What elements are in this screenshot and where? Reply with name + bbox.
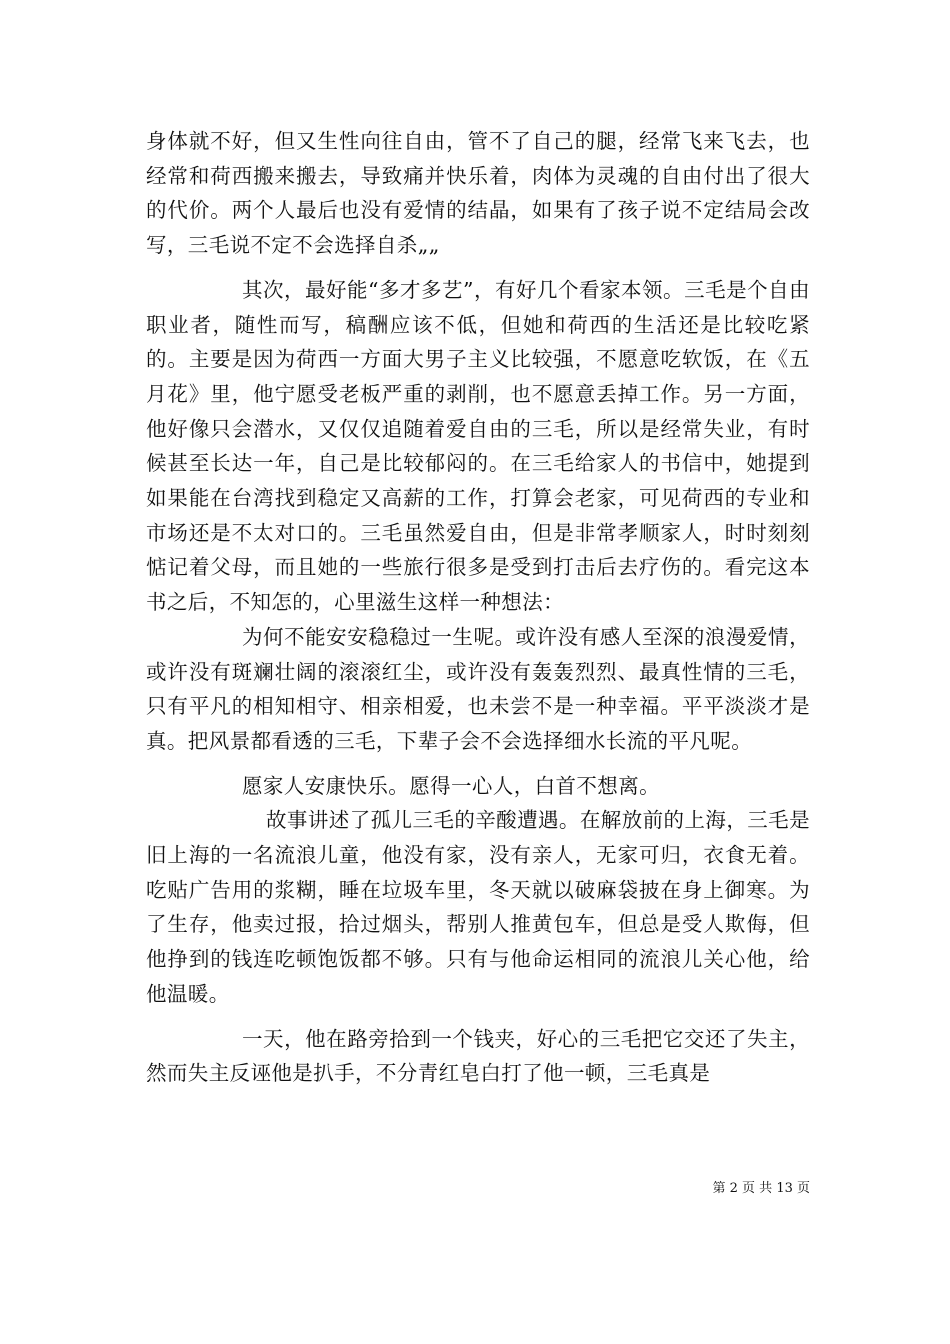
page-number-footer: 第 2 页 共 13 页 — [712, 1181, 810, 1196]
paragraph-versatility: 其次，最好能“多才多艺”，有好几个看家本领。三毛是个自由职业者，随性而写，稿酬应该不低，但她和荷西的生活还是比较吃紧的。主要是因为荷西一方面大男子主义比较强，不愿意吃软饭，在《五月花》里，他宁愿受老板严重的剥削，也不愿意丢掉工作。另一方面，他好像只会潜水，又仅仅追随着爱自由的三毛，所以是经常失业，有时候甚至长达一年，自己是比较郁闷的。在三毛给家人的书信中，她提到如果能在台湾找到稳定又高薪的工作，打算会老家，可见荷西的专业和市场还是不太对口的。三毛虽然爱自由，但是非常孝顺家人，时时刻刻惦记着父母，而且她的一些旅行很多是受到打击后去疗伤的。看完这本书之后，不知怎的，心里滋生这样一种想法： — [146, 277, 810, 615]
paragraph-wish: 愿家人安康快乐。愿得一心人，白首不想离。 — [242, 773, 660, 798]
paragraph-story: 故事讲述了孤儿三毛的辛酸遭遇。在解放前的上海，三毛是旧上海的一名流浪儿童，他没有家，没有亲人，无家可归，衣食无着。吃贴广告用的浆糊，睡在垃圾车里，冬天就以破麻袋披在身上御寒。为了生存，他卖过报，拾过烟头，帮别人推黄包车，但总是受人欺侮，但他挣到的钱连吃顿饱饭都不够。只有与他命运相同的流浪儿关心他，给他温暖。 — [146, 808, 810, 1006]
paragraph-wallet: 一天，他在路旁拾到一个钱夹，好心的三毛把它交还了失主，然而失主反诬他是扒手，不分青红皂白打了他一顿，三毛真是 — [146, 1026, 810, 1086]
paragraph-reflection: 为何不能安安稳稳过一生呢。或许没有感人至深的浪漫爱情，或许没有斑斓壮阔的滚滚红尘，或许没有轰轰烈烈、最真性情的三毛，只有平凡的相知相守、相亲相爱，也未尝不是一种幸福。平平淡淡才是真。把风景都看透的三毛，下辈子会不会选择细水长流的平凡呢。 — [146, 624, 810, 753]
body-text — [146, 124, 810, 1091]
paragraph-continuation: 身体就不好，但又生性向往自由，管不了自己的腿，经常飞来飞去，也经常和荷西搬来搬去，导致痛并快乐着，肉体为灵魂的自由付出了很大的代价。两个人最后也没有爱情的结晶，如果有了孩子说不定结局会改写，三毛说不定不会选择自杀„„ — [146, 129, 810, 258]
